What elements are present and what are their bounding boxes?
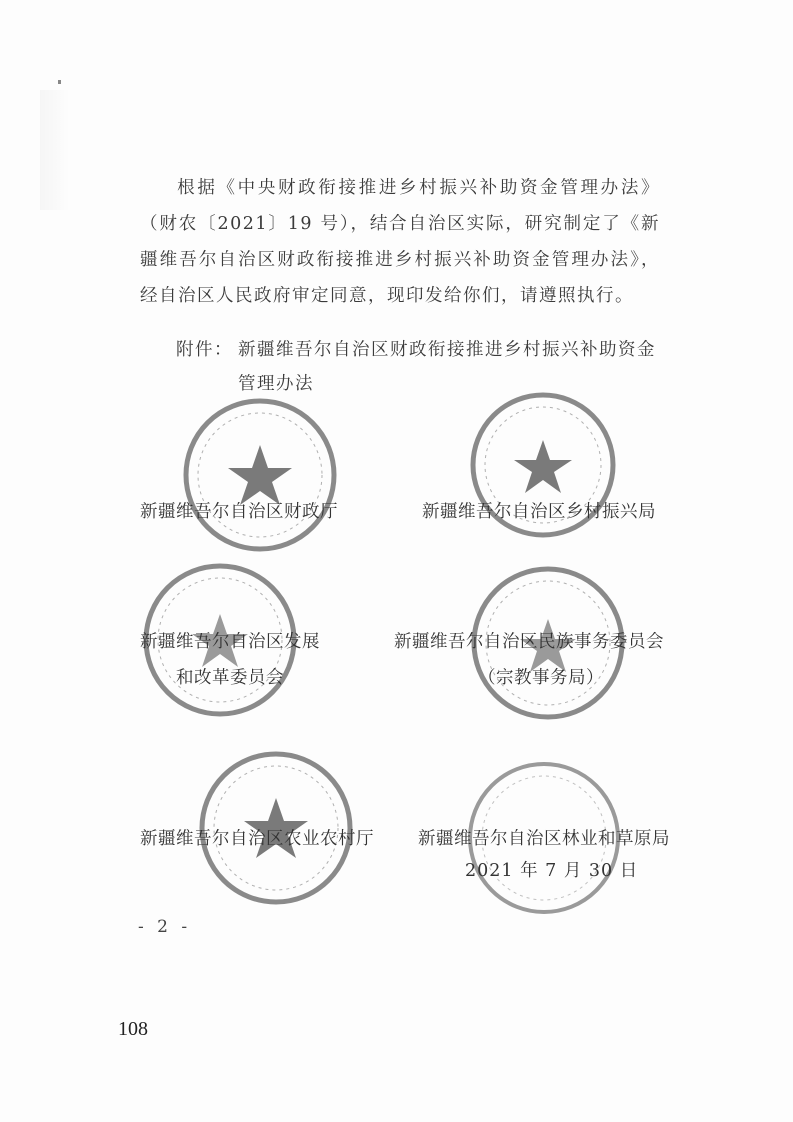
footer-number: 108 <box>118 1018 148 1040</box>
scan-shadow <box>40 90 70 210</box>
issuer-rural-revitalization-bureau: 新疆维吾尔自治区乡村振兴局 <box>422 502 656 522</box>
issue-date: 2021 年 7 月 30 日 <box>465 861 639 881</box>
issuer-ethnic-affairs-line1: 新疆维吾尔自治区民族事务委员会 <box>394 632 664 652</box>
issuer-ethnic-affairs-line2: （宗教事务局） <box>478 668 604 688</box>
body-paragraph <box>140 170 660 314</box>
issuer-agriculture-rural-dept: 新疆维吾尔自治区农业农村厅 <box>140 829 374 849</box>
issuer-development-reform-line2: 和改革委员会 <box>176 668 284 688</box>
seal-finance-dept <box>180 395 340 555</box>
attachment-title-line1: 新疆维吾尔自治区财政衔接推进乡村振兴补助资金 <box>238 340 656 360</box>
body-text: 根据《中央财政衔接推进乡村振兴补助资金管理办法》（财农〔2021〕19 号），结合自治区实际，研究制定了《新疆维吾尔自治区财政衔接推进乡村振兴补助资金管理办法》，经自治区人民政府审定同意，现印发给你们，请遵照执行。 <box>140 178 660 306</box>
attachment-label: 附件： <box>176 340 233 360</box>
scan-mark <box>58 80 61 84</box>
attachment-title-line2: 管理办法 <box>238 374 314 394</box>
page-number: - 2 - <box>138 917 192 937</box>
issuer-finance-dept: 新疆维吾尔自治区财政厅 <box>140 502 338 522</box>
issuer-development-reform-line1: 新疆维吾尔自治区发展 <box>140 632 320 652</box>
issuer-forestry-grassland-bureau: 新疆维吾尔自治区林业和草原局 <box>418 829 670 849</box>
